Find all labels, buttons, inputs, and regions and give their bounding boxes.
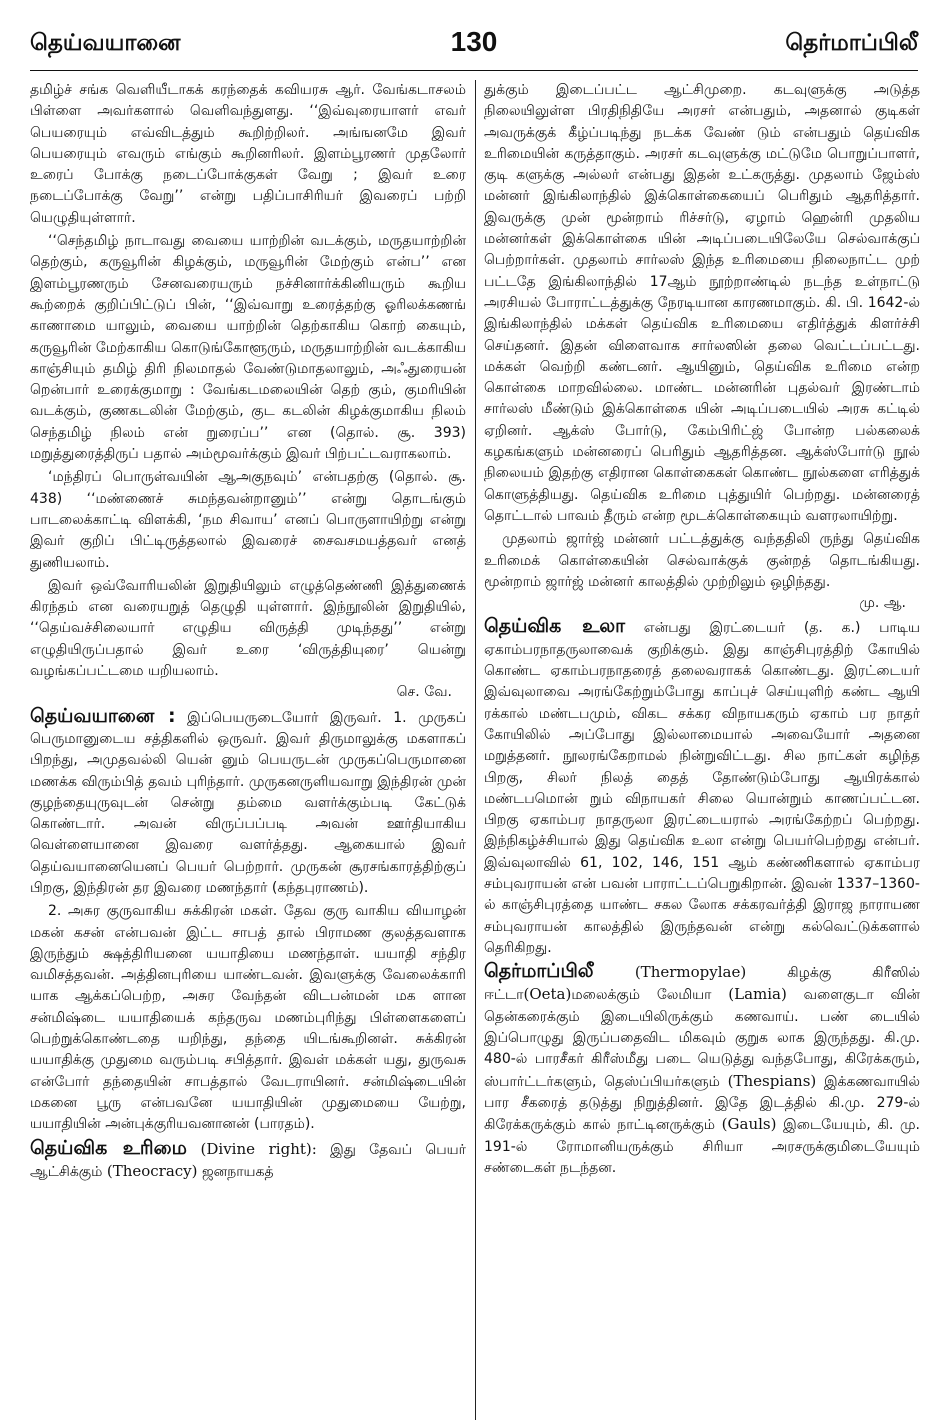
entry-heading: தெய்விக உலா <box>484 615 626 638</box>
entry-text: இது தேவப் பெயர் ஆட்சிக்கும் <box>30 1141 466 1180</box>
paragraph: தமிழ்ச் சங்க வெளியீடாகக் கரந்தைக் கவியரசு ஆர். வேங்கடாசலம் பிள்ளை அவர்களால் வெளிவந்துளது. ‘‘இவ்வுரையாளர் எவர் பெயரையும் எவ்விடத்தும் கூறிற்றிலர். அங்ஙனமே இவர் பெயரையும் எவரும் எங்கும் கூறினரிலர். இளம்பூரணர் முதலோர் உரைப் போக்கு நடைப்போக்குகள் வேறு ; இவர் உரை நடைப்போக்கு வேறு’’ என்று பதிப்பாசிரியர் இவரைப் பற்றி யெழுதியுள்ளார். <box>30 82 466 226</box>
entry-text: ஜனநாயகத் <box>197 1163 274 1180</box>
paragraph: ‘‘செந்தமிழ் நாடாவது வையை யாற்றின் வடக்கும், மருதயாற்றின் தெற்கும், கருவூரின் கிழக்கும், மருவூரின் மேற்கும் என்ப’’ என இளம்பூரணரும் சேனவரையரும் நச்சினார்க்கினியரும் கூறிய கூற்றைக் குறிப்பிட்டுப் பின், ‘‘இவ்வாறு உரைத்தற்கு ஓரிலக்கணங் காணாமை யாலும், வையை யாற்றின் தெற்காகிய கொற் கையும், கருவூரின் மேற்காகிய கொடுங்கோளூரும், மருதயாற்றின் வடக்காகிய காஞ்சியும் தமிழ் திரி நிலமாதல் வேண்டுமாதலாலும், அஃதுரையன் றென்பார் உரைக்குமாறு : வேங்கடமலையின் தெற் கும், குமரியின் வடக்கும், குணகடலின் மேற்கும், குட கடலின் கிழக்குமாகிய நிலம் செந்தமிழ் நிலம் என் றுரைப்ப’’ என (தொல். சூ. 393) மறுத்துரைத்திருப் பதால் அம்மூவர்க்கும் இவர் பிற்பட்டவராகலாம். <box>30 233 466 463</box>
entry-text: இப்பெயருடையோர் இருவர். 1. முருகப் பெருமானுடைய சத்திகளில் ஒருவர். இவர் திருமாலுக்கு மகளாகப் பிறந்து, அமுதவல்லி யென் னும் பெயருடன் முருகப்பெருமானை மணக்க விரும்பித் தவம் புரிந்தார். முருகனருளியவாறு இந்திரன் முன் குழந்தையுருவுடன் சென்று தம்மை வளர்க்கும்படி கேட்டுக் கொண்டார். அவன் விருப்பப்படி அவன் ஊர்தியாகிய வெள்ளையானை இவரை வளர்த்தது. ஆகையால் இவர் தெய்வயானையெனப் பெயர் பெற்றார். முருகன் சூரசங்காரத்திற்குப் பிறகு, இந்திரன் தர இவரை மணந்தார் (கந்தபுராணம்). <box>30 709 466 896</box>
entry-text: இக்கணவாயில் பார சீகரைத் தடுத்து நிறுத்தினர். இதே இடத்தில் கி.மு. 279-ல் கிரேக்கருக்கும் கால் நாட்டினருக்கும் <box>484 1073 920 1134</box>
latin-term: (Thermopylae) <box>593 963 747 982</box>
latin-term: (Divine right): <box>186 1139 317 1158</box>
entry-text: மலைக்கும் லேமியா <box>571 987 729 1004</box>
entry-text: என்பது இரட்டையர் (த. க.) பாடிய ஏகாம்பரநாதருலாவைக் குறிக்கும். இது காஞ்சிபுரத்திற் கோயில் கொண்ட ஏகாம்பரநாதரைத் தலைவராகக் கொண்டது. இரட்டையர் இவ்வுலாவை அரங்கேற்றும்போது காப்புச் செய்யுளிற் கண்ட ஆயி ரக்கால் மண்டபமும், விகட சக்கர விநாயகரும் ஏகாம் பர நாதர் கோயிலில் அப்போது இல்லாமையால் அவையோர் அதனை மறுத்தனர். நூலரங்கேறாமல் நின்றுவிட்டது. சில நாட்கள் கழிந்த பிறகு, சிலர் நிலத் தைத் தோண்டும்போது ஆயிரக்கால் மண்டபமொன் றும் விநாயகர் சிலை யொன்றும் காணப்பட்டன. பிறகு ஏகாம்பர நாதருலா இரட்டையரால் அரங்கேற்றப் பெற்றது. இந்நிகழ்ச்சியால் இது தெய்விக உலா என்று பெயர்பெற்றது என்பர். இவ்வுலாவில் 61, 102, 146, 151 ஆம் கண்ணிகளால் ஏகாம்பர சம்புவராயன் என் பவன் பாராட்டப்பெறுகிறான். இவன் 1337–1360-ல் காஞ்சிபுரத்தை யாண்ட சகல லோக சக்கரவர்த்தி இராஜ நாராயண சம்புவராயன் காலத்தில் இருந்தவன் என்று கல்வெட்டுக்களால் தெரிகிறது. <box>484 620 920 956</box>
latin-term: (Thespians) <box>727 1071 817 1090</box>
entry-deivika-ula <box>484 616 920 959</box>
latin-term: (Gauls) <box>721 1115 777 1134</box>
author-initials: மு. ஆ. <box>859 595 906 612</box>
entry-deivayanai <box>30 706 466 900</box>
latin-term: (Theocracy) <box>106 1161 198 1180</box>
author-initials: செ. வே. <box>396 684 452 701</box>
entry-heading: தெய்வயானை : <box>30 704 176 727</box>
entry-text: கிழக்கு கிரீஸில் ஈட்டா <box>484 965 920 1004</box>
running-head <box>30 26 918 71</box>
latin-term: (Lamia) <box>728 985 787 1004</box>
right-column <box>484 80 920 1420</box>
text-columns <box>30 80 918 1425</box>
paragraph-text: முதலாம் ஜார்ஜ் மன்னர் பட்டத்துக்கு வந்ததிலி ருந்து தெய்விக உரிமைக் கொள்கையின் செல்வாக்குக் குன்றத் தொடங்கியது. மூன்றாம் ஜார்ஜ் மன்னர் காலத்தில் முற்றிலும் ஒழிந்தது. <box>484 531 920 590</box>
entry-heading: தெர்மாப்பிலீ <box>484 960 594 983</box>
paragraph <box>30 576 466 704</box>
latin-term: (Oeta) <box>523 985 572 1004</box>
paragraph <box>484 529 920 614</box>
entry-thermopylae <box>484 961 920 1179</box>
entry-heading: தெய்விக உரிமை <box>30 1136 187 1159</box>
entry-text: இடையேயும், கி. மு. 191-ல் ரோமானியருக்கும் சிரியா அரசருக்குமிடையேயும் சண்டைகள் நடந்தன. <box>484 1117 920 1176</box>
running-head-left: தெய்வயானை <box>30 30 181 56</box>
paragraph: ‘மந்திரப் பொருள்வயின் ஆஅகுநவும்’ என்பதற்கு (தொல். சூ. 438) ‘‘மண்ணைச் சுமந்தவன்றானும்’’ என்று தொடங்கும் பாடலைக்காட்டி விளக்கி, ‘நம சிவாய’ எனப் பொருளாயிற்று என்று இவர் குறிப் பிட்டிருத்தலால் இவரைச் சைவசமயத்தவர் எனத் துணியலாம். <box>30 469 466 571</box>
paragraph-text: இவர் ஒவ்வோரியலின் இறுதியிலும் எழுத்தெண்ணி இத்துணைக் கிரந்தம் என வரையறுத் தெழுதி யுள்ளார். இந்நூலின் இறுதியில், ‘‘தெய்வச்சிலையார் எழுதிய விருத்தி முடிந்தது’’ என்று எழுதியிருப்பதால் இவர் உரை ‘விருத்தியுரை’ யென்று வழங்கப்பட்டமை யறியலாம். <box>30 577 466 680</box>
entry-text: வளைகுடா வின் தென்கரைக்கும் இடையிலிருக்கும் கணவாய். பண் டையில் இப்பொழுது இருப்பதைவிட மிகவும் குறுக லாக இருந்தது. கி.மு. 480-ல் பாரசீகர் கிரீஸ்மீது படை யெடுத்து வந்தபோது, கிரேக்கரும், ஸ்பார்ட்டர்களும், தெஸ்ப்பியர்களும் <box>484 987 920 1090</box>
paragraph: 2. அசுர குருவாகிய சுக்கிரன் மகள். தேவ குரு வாகிய வியாழன் மகன் கசன் என்பவன் இட்ட சாபத் தால் பிராமண குலத்தவளாக இருந்தும் க்ஷத்திரியனை யயாதியை மணந்தாள். யயாதி சந்திர வமிசத்தவன். அத்தினபுரியை யாண்டவன். இவளுக்கு வேலைக்காரி யாக ஆக்கப்பெற்ற, அசுர வேந்தன் விடபன்மன் மக ளான சன்மிஷ்டை யயாதியைக் கந்தருவ மணம்புரிந்து பிள்ளைகளைப் பெற்றுக்கொண்டதை யறிந்து, தந்தை யிடங்கூறினள். சுக்கிரன் யயாதிக்கு முதுமை வரும்படி சபித்தார். இவள் மக்கள் யது, துருவசு என்போர் தந்தையின் சாபத்தால் வேடராயினர். சன்மிஷ்டையின் மகனை பூரு என்பவனே யயாதியின் முதுமையை யேற்று, யயாதியின் அன்புக்குரியவனானன் (பாரதம்). <box>30 903 466 1133</box>
running-head-right: தெர்மாப்பிலீ <box>785 30 918 56</box>
entry-divine-right <box>30 1138 466 1184</box>
column-divider <box>475 80 476 1420</box>
paragraph: துக்கும் இடைப்பட்ட ஆட்சிமுறை. கடவுளுக்கு அடுத்த நிலையிலுள்ள பிரதிநிதியே அரசர் என்பதும், அதனால் குடிகள் அவருக்குக் கீழ்ப்படிந்து நடக்க வேண் டும் என்பதும் தெய்விக உரிமையின் கருத்தாகும். அரசர் கடவுளுக்கு மட்டுமே பொறுப்பாளர், குடி களுக்கு அல்லர் என்பது இதன் உட்கருத்து. முதலாம் ஜேம்ஸ் மன்னர் இங்கிலாந்தில் இக்கொள்கையைப் பெரிதும் ஆதரித்தார். இவருக்கு முன் மூன்றாம் ரிச்சர்டு, ஏழாம் ஹென்ரி முதலிய மன்னர்கள் இக்கொள்கை யின் அடிப்படையிலேயே செல்வாக்குப் பெற்றார்கள். முதலாம் சார்லஸ் இந்த உரிமையை நிலைநாட்ட முற் பட்டதே இங்கிலாந்தில் 17ஆம் நூற்றாண்டில் நடந்த உள்நாட்டு அரசியல் போராட்டத்துக்கு நேரடியான காரணமாகும். கி. பி. 1642-ல் இங்கிலாந்தில் மக்கள் தெய்விக உரிமையை எதிர்த்துக் கிளர்ச்சி செய்தனர். இதன் விளைவாக சார்லஸின் தலை வெட்டப்பட்டது. மக்கள் வெற்றி கண்டனர். ஆயினும், தெய்விக உரிமை என்ற கொள்கை மாறவில்லை. மாண்ட மன்னரின் புதல்வர் இரண்டாம் சார்லஸ் மீண்டும் இக்கொள்கை யின் அடிப்படையில் அரசு கட்டில் ஏறினர். ஆக்ஸ் போர்டு, கேம்பிரிட்ஜ் போன்ற பல்கலைக் கழகங்களும் மன்னரைப் பெரிதும் ஆதரித்தன. ஆக்ஸ்போர்டு நூல் நிலையம் இதற்கு எதிரான கொள்கைகள் கொண்ட நூல்களை எரித்துக் கொளுத்தியது. தெய்விக உரிமை புத்துயிர் பெற்றது. மன்னரைத் தொட்டால் பாவம் தீரும் என்ற மூடக்கொள்கையும் வளரலாயிற்று. <box>484 82 920 524</box>
left-column <box>30 80 466 1420</box>
page-number: 130 <box>450 26 498 57</box>
